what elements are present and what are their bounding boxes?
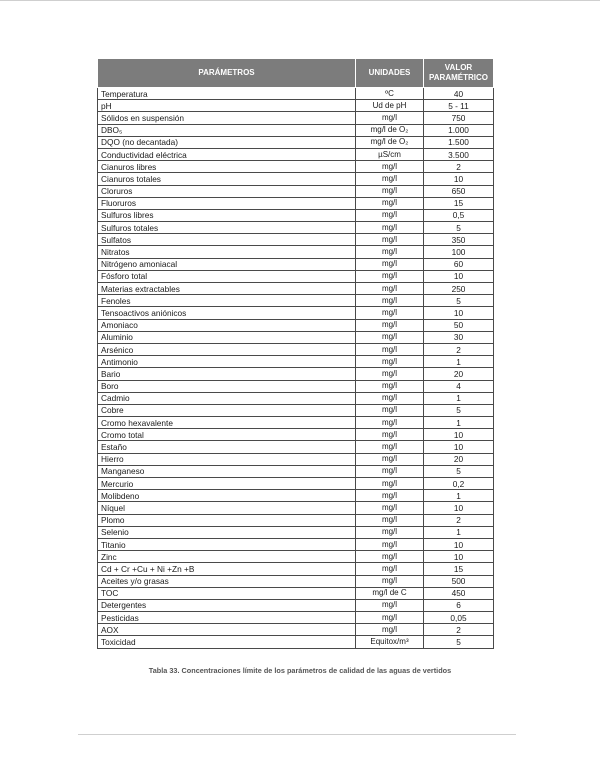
table-row <box>98 88 494 100</box>
table-caption: Tabla 33. Concentraciones límite de los parámetros de calidad de las aguas de vertidos <box>148 666 452 675</box>
parameter-cell: Zinc <box>98 551 356 563</box>
value-cell: 15 <box>424 197 494 209</box>
value-cell: 5 <box>424 465 494 477</box>
units-cell: mg/l <box>356 331 424 343</box>
table-row <box>98 612 494 624</box>
units-cell: mg/l <box>356 356 424 368</box>
units-cell: mg/l <box>356 197 424 209</box>
table-row <box>98 563 494 575</box>
header-units: UNIDADES <box>356 59 424 88</box>
table-row <box>98 478 494 490</box>
parameter-cell: Plomo <box>98 514 356 526</box>
units-cell: mg/l de C <box>356 587 424 599</box>
value-cell: 1.500 <box>424 136 494 148</box>
units-cell: mg/l <box>356 319 424 331</box>
table-row <box>98 380 494 392</box>
units-cell: µS/cm <box>356 148 424 160</box>
value-cell: 0,5 <box>424 209 494 221</box>
units-cell: mg/l <box>356 343 424 355</box>
table-row <box>98 465 494 477</box>
value-cell: 1 <box>424 526 494 538</box>
parameter-cell: Nitrógeno amoniacal <box>98 258 356 270</box>
parameter-cell: Cloruros <box>98 185 356 197</box>
parameter-cell: Boro <box>98 380 356 392</box>
parameter-cell: Cadmio <box>98 392 356 404</box>
table-row <box>98 112 494 124</box>
value-cell: 650 <box>424 185 494 197</box>
value-cell: 10 <box>424 441 494 453</box>
table-row <box>98 575 494 587</box>
parameter-cell: Fenoles <box>98 295 356 307</box>
parameter-cell: DQO (no decantada) <box>98 136 356 148</box>
table-row <box>98 136 494 148</box>
units-cell: mg/l <box>356 185 424 197</box>
units-cell: mg/l <box>356 612 424 624</box>
parameter-cell: Toxicidad <box>98 636 356 648</box>
value-cell: 5 <box>424 295 494 307</box>
table-row <box>98 295 494 307</box>
table-row <box>98 453 494 465</box>
table-row <box>98 502 494 514</box>
table-row <box>98 173 494 185</box>
parameter-cell: Sólidos en suspensión <box>98 112 356 124</box>
units-cell: mg/l <box>356 478 424 490</box>
table-row <box>98 148 494 160</box>
units-cell: mg/l <box>356 575 424 587</box>
units-cell: mg/l <box>356 429 424 441</box>
value-cell: 15 <box>424 563 494 575</box>
parameter-cell: Detergentes <box>98 599 356 611</box>
units-cell: mg/l de O₂ <box>356 136 424 148</box>
units-cell: mg/l <box>356 161 424 173</box>
value-cell: 60 <box>424 258 494 270</box>
parameter-cell: Antimonio <box>98 356 356 368</box>
units-cell: mg/l <box>356 404 424 416</box>
value-cell: 250 <box>424 283 494 295</box>
table-row <box>98 270 494 282</box>
parameter-cell: Cobre <box>98 404 356 416</box>
units-cell: mg/l <box>356 538 424 550</box>
table-row <box>98 417 494 429</box>
table-row <box>98 392 494 404</box>
parameter-cell: Conductividad eléctrica <box>98 148 356 160</box>
header-value-line1: VALOR <box>444 63 473 72</box>
parameter-cell: Titanio <box>98 538 356 550</box>
parameter-cell: Pesticidas <box>98 612 356 624</box>
units-cell: mg/l <box>356 599 424 611</box>
units-cell: ºC <box>356 88 424 100</box>
table-row <box>98 185 494 197</box>
value-cell: 350 <box>424 234 494 246</box>
value-cell: 5 <box>424 404 494 416</box>
units-cell: mg/l <box>356 295 424 307</box>
parameter-cell: Cromo hexavalente <box>98 417 356 429</box>
parameter-cell: Sulfuros totales <box>98 222 356 234</box>
header-parameters: PARÁMETROS <box>98 59 356 88</box>
parameter-cell: Níquel <box>98 502 356 514</box>
parameter-cell: Fósforo total <box>98 270 356 282</box>
value-cell: 1.000 <box>424 124 494 136</box>
units-cell: mg/l <box>356 514 424 526</box>
table-header-row <box>98 59 494 88</box>
value-cell: 10 <box>424 173 494 185</box>
parameter-cell: Cianuros totales <box>98 173 356 185</box>
table-row <box>98 161 494 173</box>
table-row <box>98 209 494 221</box>
value-cell: 2 <box>424 343 494 355</box>
value-cell: 1 <box>424 490 494 502</box>
value-cell: 1 <box>424 392 494 404</box>
parameter-cell: Manganeso <box>98 465 356 477</box>
value-cell: 1 <box>424 417 494 429</box>
table-row <box>98 599 494 611</box>
units-cell: mg/l <box>356 551 424 563</box>
parameter-cell: Fluoruros <box>98 197 356 209</box>
parameter-cell: Bario <box>98 368 356 380</box>
units-cell: mg/l <box>356 112 424 124</box>
header-value-line2: PARAMÉTRICO <box>429 73 488 82</box>
units-cell: mg/l <box>356 526 424 538</box>
value-cell: 100 <box>424 246 494 258</box>
value-cell: 750 <box>424 112 494 124</box>
table-row <box>98 356 494 368</box>
units-cell: mg/l <box>356 246 424 258</box>
value-cell: 20 <box>424 453 494 465</box>
parameter-cell: pH <box>98 100 356 112</box>
units-cell: mg/l <box>356 173 424 185</box>
value-cell: 2 <box>424 514 494 526</box>
table-row <box>98 258 494 270</box>
value-cell: 2 <box>424 624 494 636</box>
table-row <box>98 307 494 319</box>
units-cell: mg/l <box>356 368 424 380</box>
value-cell: 500 <box>424 575 494 587</box>
units-cell: mg/l <box>356 441 424 453</box>
parameter-cell: Nitratos <box>98 246 356 258</box>
value-cell: 1 <box>424 356 494 368</box>
units-cell: Ud de pH <box>356 100 424 112</box>
parameter-cell: Estaño <box>98 441 356 453</box>
table-row <box>98 246 494 258</box>
parameter-cell: Sulfuros libres <box>98 209 356 221</box>
table-row <box>98 551 494 563</box>
value-cell: 2 <box>424 161 494 173</box>
units-cell: mg/l <box>356 209 424 221</box>
value-cell: 6 <box>424 599 494 611</box>
value-cell: 10 <box>424 429 494 441</box>
value-cell: 10 <box>424 538 494 550</box>
value-cell: 50 <box>424 319 494 331</box>
table-row <box>98 197 494 209</box>
value-cell: 5 <box>424 222 494 234</box>
table-row <box>98 429 494 441</box>
value-cell: 450 <box>424 587 494 599</box>
parameter-cell: TOC <box>98 587 356 599</box>
table-body <box>98 88 494 649</box>
table-row <box>98 624 494 636</box>
units-cell: mg/l <box>356 502 424 514</box>
units-cell: mg/l <box>356 234 424 246</box>
parameter-cell: DBO₅ <box>98 124 356 136</box>
value-cell: 10 <box>424 551 494 563</box>
units-cell: mg/l <box>356 380 424 392</box>
parameter-cell: Arsénico <box>98 343 356 355</box>
units-cell: mg/l <box>356 563 424 575</box>
value-cell: 4 <box>424 380 494 392</box>
units-cell: mg/l de O₂ <box>356 124 424 136</box>
table-row <box>98 514 494 526</box>
table-row <box>98 636 494 648</box>
table-row <box>98 404 494 416</box>
bottom-page-rule <box>78 734 516 735</box>
parameter-cell: Cd + Cr +Cu + Ni +Zn +B <box>98 563 356 575</box>
parameter-cell: Materias extractables <box>98 283 356 295</box>
units-cell: mg/l <box>356 392 424 404</box>
table-row <box>98 124 494 136</box>
units-cell: mg/l <box>356 465 424 477</box>
units-cell: mg/l <box>356 453 424 465</box>
value-cell: 30 <box>424 331 494 343</box>
units-cell: mg/l <box>356 307 424 319</box>
parameter-cell: Molibdeno <box>98 490 356 502</box>
parameters-table <box>97 58 494 649</box>
value-cell: 3.500 <box>424 148 494 160</box>
units-cell: mg/l <box>356 417 424 429</box>
table-row <box>98 538 494 550</box>
units-cell: mg/l <box>356 270 424 282</box>
header-value <box>424 59 494 88</box>
table-row <box>98 331 494 343</box>
table-row <box>98 343 494 355</box>
table-row <box>98 100 494 112</box>
table-row <box>98 441 494 453</box>
value-cell: 10 <box>424 307 494 319</box>
units-cell: mg/l <box>356 222 424 234</box>
table-row <box>98 319 494 331</box>
value-cell: 5 <box>424 636 494 648</box>
parameter-cell: Cromo total <box>98 429 356 441</box>
value-cell: 40 <box>424 88 494 100</box>
value-cell: 0,2 <box>424 478 494 490</box>
parameter-cell: AOX <box>98 624 356 636</box>
value-cell: 10 <box>424 502 494 514</box>
table-row <box>98 368 494 380</box>
units-cell: mg/l <box>356 490 424 502</box>
units-cell: mg/l <box>356 258 424 270</box>
value-cell: 10 <box>424 270 494 282</box>
table-row <box>98 490 494 502</box>
table-row <box>98 222 494 234</box>
units-cell: mg/l <box>356 624 424 636</box>
top-page-rule <box>0 0 600 1</box>
parameter-cell: Aluminio <box>98 331 356 343</box>
table-row <box>98 526 494 538</box>
parameter-cell: Aceites y/o grasas <box>98 575 356 587</box>
parameter-cell: Selenio <box>98 526 356 538</box>
parameter-cell: Tensoactivos aniónicos <box>98 307 356 319</box>
parameter-cell: Cianuros libres <box>98 161 356 173</box>
units-cell: Equitox/m³ <box>356 636 424 648</box>
table-row <box>98 234 494 246</box>
value-cell: 20 <box>424 368 494 380</box>
parameter-cell: Mercurio <box>98 478 356 490</box>
table-row <box>98 587 494 599</box>
parameter-cell: Temperatura <box>98 88 356 100</box>
parameter-cell: Amoniaco <box>98 319 356 331</box>
value-cell: 5 - 11 <box>424 100 494 112</box>
parameter-cell: Hierro <box>98 453 356 465</box>
parameter-cell: Sulfatos <box>98 234 356 246</box>
value-cell: 0,05 <box>424 612 494 624</box>
units-cell: mg/l <box>356 283 424 295</box>
table-row <box>98 283 494 295</box>
